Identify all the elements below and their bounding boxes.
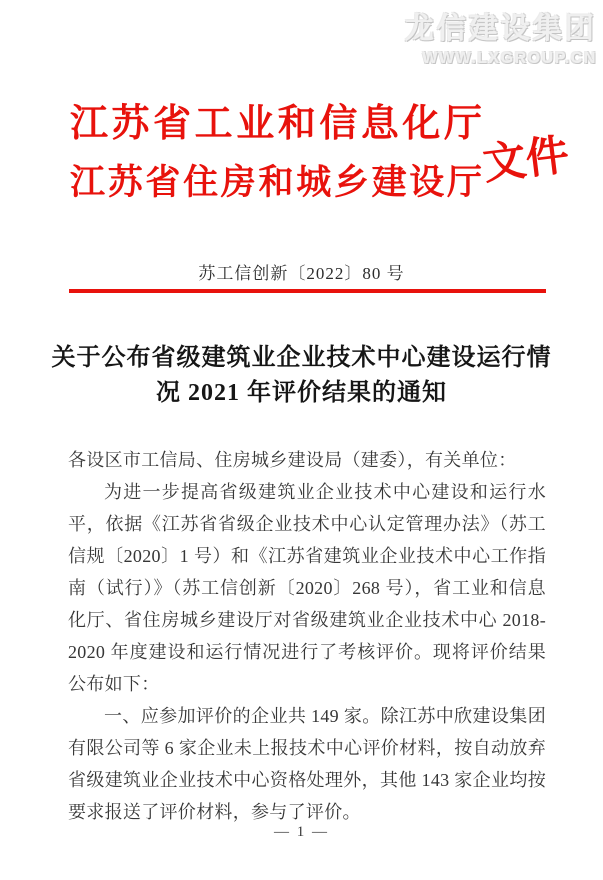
- letterhead-agency-line-2: 江苏省住房和城乡建设厅: [70, 163, 482, 202]
- red-divider-line: [69, 289, 546, 293]
- letterhead-agency-line-1: 江苏省工业和信息化厅: [70, 103, 482, 145]
- company-watermark: [405, 6, 597, 68]
- letterhead-doc-type-label: 文件: [480, 131, 572, 190]
- body-paragraph: 为进一步提高省级建筑业企业技术中心建设和运行水平，依据《江苏省省级企业技术中心认定管理办法》（苏工信规〔2020〕1 号）和《江苏省建筑业企业技术中心工作指南（试行）》（苏工信创新〔2020〕268 号），省工业和信息化厅、省住房城乡建设厅对省级建筑业企业技术中心 2018-2020 年度建设和运行情况进行了考核评价。现将评价结果公布如下：: [68, 482, 546, 694]
- document-reference-number: 苏工信创新〔2022〕80 号: [198, 264, 405, 283]
- body-paragraph: 一、应参加评价的企业共 149 家。除江苏中欣建设集团有限公司等 6 家企业未上报技术中心评价材料，按自动放弃省级建筑业企业技术中心资格处理外，其他 143 家企业均按要求报送了评价材料，参与了评价。: [68, 706, 546, 822]
- company-name-watermark: 龙信建设集团: [404, 13, 597, 45]
- page-number: — 1 —: [274, 824, 329, 840]
- company-website-watermark: WWW.LXGROUP.CN: [422, 50, 597, 67]
- document-title: 关于公布省级建筑业企业技术中心建设运行情况 2021 年评价结果的通知: [51, 345, 552, 406]
- salutation-line: 各设区市工信局、住房城乡建设局（建委），有关单位：: [68, 450, 517, 470]
- document-body: [68, 444, 546, 828]
